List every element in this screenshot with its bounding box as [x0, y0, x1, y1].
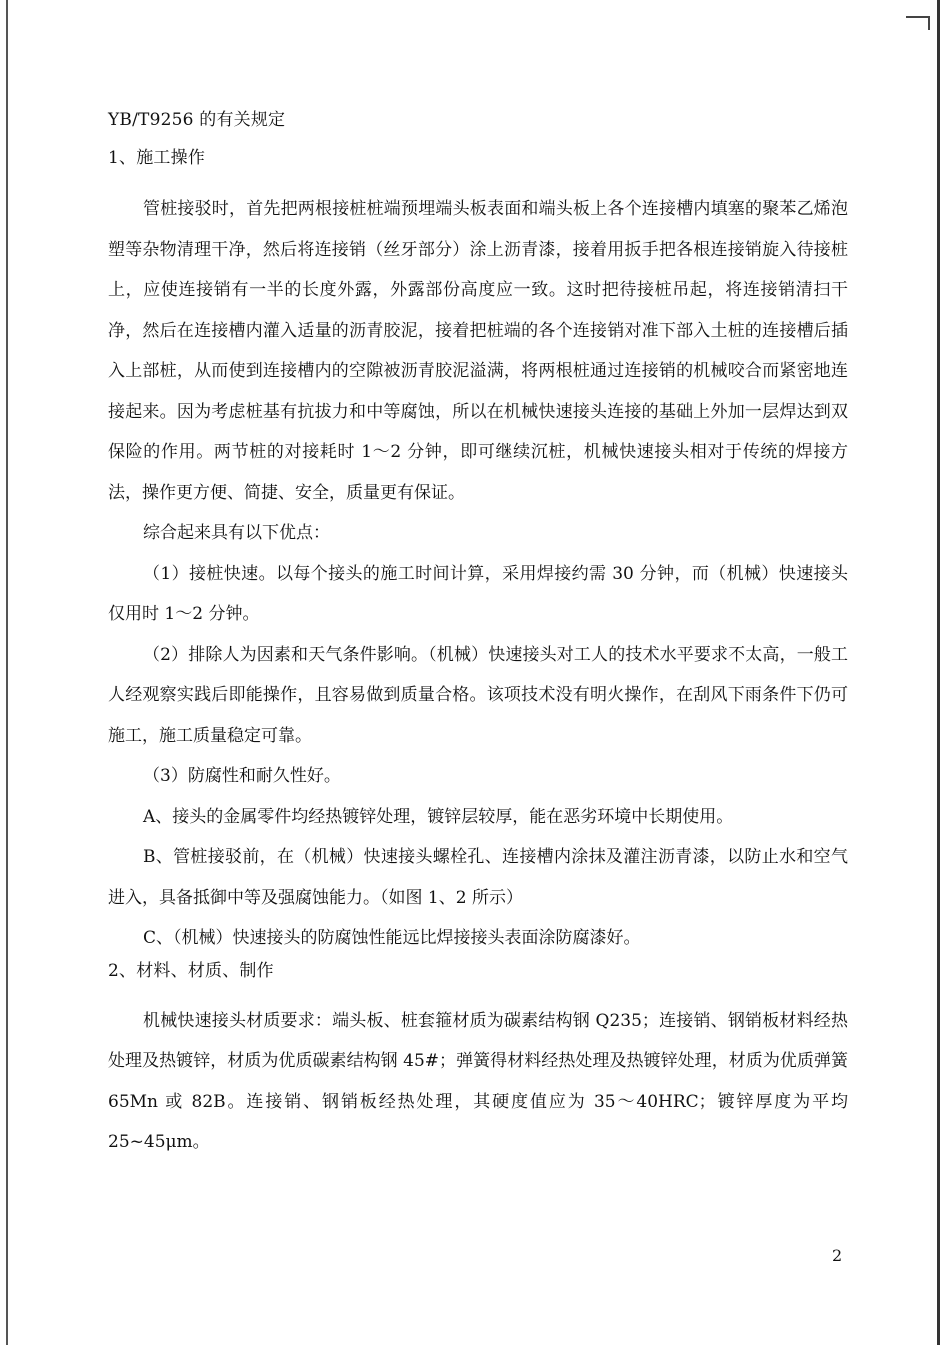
section2-heading: 2、材料、材质、制作: [108, 960, 274, 981]
scan-right-edge: [937, 0, 940, 1345]
section2-paragraph: 机械快速接头材质要求：端头板、桩套箍材质为碳素结构钢 Q235；连接销、钢销板材料经热处理及热镀锌，材质为优质碳素结构钢 45#；弹簧得材料经热处理及热镀锌处理，材质为优质弹簧 65Mn 或 82B。连接销、钢销板经热处理，其硬度值应为 35～40HRC；镀锌厚度为平均 25~45μm。: [108, 1010, 848, 1152]
advantage-1: （1）接桩快速。以每个接头的施工时间计算，采用焊接约需 30 分钟，而（机械）快速接头仅用时 1～2 分钟。: [108, 563, 848, 624]
advantages-intro: 综合起来具有以下优点：: [143, 523, 330, 543]
item-a: A、接头的金属零件均经热镀锌处理，镀锌层较厚，能在恶劣环境中长期使用。: [143, 806, 734, 827]
advantage-3: （3）防腐性和耐久性好。: [143, 766, 341, 786]
item-b: B、管桩接驳前，在（机械）快速接头螺栓孔、连接槽内涂抹及灌注沥青漆，以防止水和空气进入，具备抵御中等及强腐蚀能力。（如图 1、2 所示）: [108, 847, 848, 908]
scan-left-edge: [6, 0, 8, 1345]
document-title: YB/T9256 的有关规定: [108, 110, 286, 130]
section1-heading: 1、施工操作: [108, 148, 206, 168]
document-page: [108, 110, 848, 1163]
section1-paragraph: 管桩接驳时，首先把两根接桩桩端预埋端头板表面和端头板上各个连接槽内填塞的聚苯乙烯泡塑等杂物清理干净，然后将连接销（丝牙部分）涂上沥青漆，接着用扳手把各根连接销旋入待接桩上，应使连接销有一半的长度外露，外露部份高度应一致。这时把待接桩吊起，将连接销清扫干净，然后在连接槽内灌入适量的沥青胶泥，接着把桩端的各个连接销对准下部入土桩的连接槽后插入上部桩，从而使到连接槽内的空隙被沥青胶泥溢满，将两根桩通过连接销的机械咬合而紧密地连接起来。因为考虑桩基有抗拔力和中等腐蚀，所以在机械快速接头连接的基础上外加一层焊达到双保险的作用。两节桩的对接耗时 1～2 分钟，即可继续沉桩，机械快速接头相对于传统的焊接方法，操作更方便、简捷、安全，质量更有保证。: [108, 199, 848, 503]
scan-corner-mark: [906, 16, 930, 30]
advantage-2: （2）排除人为因素和天气条件影响。（机械）快速接头对工人的技术水平要求不太高，一般工人经观察实践后即能操作，且容易做到质量合格。该项技术没有明火操作，在刮风下雨条件下仍可施工，施工质量稳定可靠。: [108, 644, 848, 746]
page-number: 2: [832, 1246, 843, 1265]
item-c: C、（机械）快速接头的防腐蚀性能远比焊接接头表面涂防腐漆好。: [143, 928, 641, 948]
